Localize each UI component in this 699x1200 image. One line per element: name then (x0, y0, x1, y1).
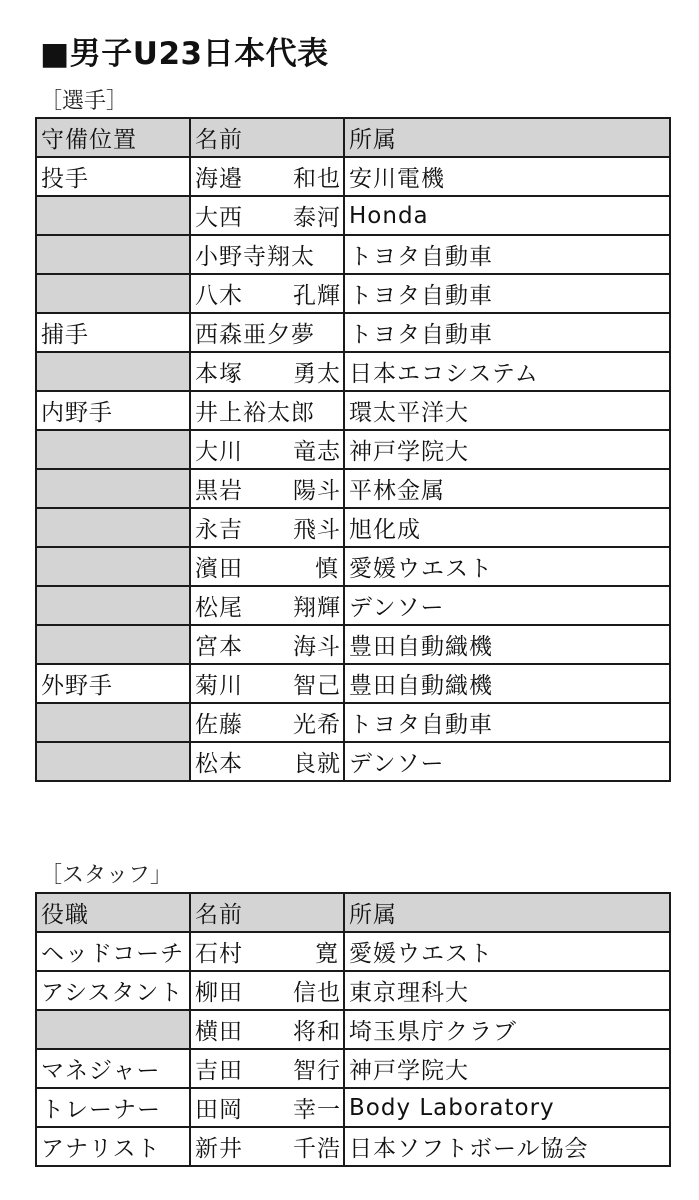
team-cell: 東京理科大 (344, 971, 670, 1010)
position-cell: アシスタント (36, 971, 190, 1010)
given-name: 陽斗 (293, 478, 341, 504)
given-name: 飛斗 (293, 517, 341, 543)
surname: 本塚 (195, 361, 243, 387)
players-body (36, 157, 670, 781)
table-row (36, 313, 670, 352)
name-cell (190, 196, 344, 235)
players-section-label: ［選手］ (40, 89, 129, 114)
surname: 柳田 (195, 980, 243, 1006)
person-name (195, 706, 341, 739)
name-cell (190, 157, 344, 196)
position-cell: 外野手 (36, 664, 190, 703)
team-cell: 豊田自動織機 (344, 664, 670, 703)
page-title: ■男子U23日本代表 (40, 36, 329, 72)
staff-table (35, 892, 671, 1167)
name-cell (190, 742, 344, 781)
position-cell: アナリスト (36, 1127, 190, 1166)
position-cell (36, 586, 190, 625)
person-name (195, 511, 341, 544)
position-cell (36, 196, 190, 235)
name-cell (190, 1010, 344, 1049)
person-name (195, 277, 341, 310)
team-cell: 安川電機 (344, 157, 670, 196)
given-name: 千浩 (293, 1136, 341, 1162)
name-cell (190, 703, 344, 742)
team-cell: トヨタ自動車 (344, 235, 670, 274)
position-cell (36, 430, 190, 469)
person-name (195, 472, 341, 505)
name-cell (190, 625, 344, 664)
surname: 石村 (195, 941, 243, 967)
team-cell: 環太平洋大 (344, 391, 670, 430)
name-cell (190, 274, 344, 313)
surname: 井上裕太郎 (195, 400, 315, 426)
table-row (36, 391, 670, 430)
person-name (195, 160, 341, 193)
team-cell: 平林金属 (344, 469, 670, 508)
table-row (36, 352, 670, 391)
person-name (195, 628, 341, 661)
header-team: 所属 (344, 893, 670, 932)
name-cell (190, 664, 344, 703)
name-cell (190, 932, 344, 971)
given-name: 海斗 (293, 634, 341, 660)
name-cell (190, 1088, 344, 1127)
position-cell: 投手 (36, 157, 190, 196)
name-cell (190, 235, 344, 274)
surname: 黒岩 (195, 478, 243, 504)
table-row (36, 664, 670, 703)
name-cell (190, 508, 344, 547)
position-cell: マネジャー (36, 1049, 190, 1088)
person-name (195, 745, 341, 778)
surname: 大西 (195, 205, 243, 231)
person-name (195, 433, 341, 466)
header-position: 守備位置 (36, 118, 190, 157)
given-name: 竜志 (293, 439, 341, 465)
person-name (195, 1091, 341, 1124)
name-cell (190, 1127, 344, 1166)
players-table (35, 117, 671, 782)
position-cell (36, 469, 190, 508)
name-cell (190, 430, 344, 469)
team-cell: 埼玉県庁クラブ (344, 1010, 670, 1049)
team-cell: デンソー (344, 586, 670, 625)
position-cell (36, 235, 190, 274)
header-role: 役職 (36, 893, 190, 932)
person-name (195, 199, 341, 232)
position-cell (36, 508, 190, 547)
position-cell: ヘッドコーチ (36, 932, 190, 971)
team-cell: Honda (344, 196, 670, 235)
table-row (36, 703, 670, 742)
table-row (36, 586, 670, 625)
staff-body (36, 932, 670, 1166)
team-cell: 神戸学院大 (344, 430, 670, 469)
surname: 小野寺翔太 (195, 244, 315, 270)
position-cell: 捕手 (36, 313, 190, 352)
staff-header-row (36, 893, 670, 932)
team-cell: 旭化成 (344, 508, 670, 547)
surname: 濱田 (195, 556, 243, 582)
person-name (195, 1130, 341, 1163)
players-header-row (36, 118, 670, 157)
table-row (36, 1010, 670, 1049)
name-cell (190, 971, 344, 1010)
surname: 吉田 (195, 1058, 243, 1084)
position-cell (36, 742, 190, 781)
person-name (195, 1013, 341, 1046)
team-cell: トヨタ自動車 (344, 313, 670, 352)
position-cell (36, 625, 190, 664)
team-cell: デンソー (344, 742, 670, 781)
table-row (36, 235, 670, 274)
given-name: 智行 (293, 1058, 341, 1084)
table-row (36, 469, 670, 508)
person-name (195, 935, 339, 968)
given-name: 寛 (315, 941, 339, 967)
name-cell (190, 547, 344, 586)
table-row (36, 430, 670, 469)
given-name: 慎 (315, 556, 339, 582)
given-name: 泰河 (293, 205, 341, 231)
given-name: 信也 (293, 980, 341, 1006)
table-row (36, 971, 670, 1010)
table-row (36, 742, 670, 781)
table-row (36, 508, 670, 547)
surname: 新井 (195, 1136, 243, 1162)
given-name: 光希 (293, 712, 341, 738)
name-cell (190, 1049, 344, 1088)
team-cell: 日本ソフトボール協会 (344, 1127, 670, 1166)
surname: 佐藤 (195, 712, 243, 738)
surname: 西森亜夕夢 (195, 322, 315, 348)
person-name (195, 355, 341, 388)
header-name: 名前 (190, 893, 344, 932)
surname: 八木 (195, 283, 243, 309)
position-cell (36, 352, 190, 391)
surname: 大川 (195, 439, 243, 465)
given-name: 将和 (293, 1019, 341, 1045)
name-cell (190, 391, 344, 430)
person-name (195, 316, 315, 349)
table-row (36, 1088, 670, 1127)
table-row (36, 1127, 670, 1166)
team-cell: Body Laboratory (344, 1088, 670, 1127)
person-name (195, 667, 341, 700)
table-row (36, 625, 670, 664)
position-cell (36, 274, 190, 313)
person-name (195, 550, 339, 583)
header-team: 所属 (344, 118, 670, 157)
team-cell: 日本エコシステム (344, 352, 670, 391)
position-cell: 内野手 (36, 391, 190, 430)
team-cell: 愛媛ウエスト (344, 932, 670, 971)
person-name (195, 974, 341, 1007)
team-cell: 愛媛ウエスト (344, 547, 670, 586)
person-name (195, 589, 341, 622)
name-cell (190, 586, 344, 625)
table-row (36, 274, 670, 313)
given-name: 幸一 (293, 1097, 341, 1123)
staff-section-label: ［スタッフ」 (40, 863, 173, 888)
team-cell: トヨタ自動車 (344, 274, 670, 313)
position-cell: トレーナー (36, 1088, 190, 1127)
team-cell: 豊田自動織機 (344, 625, 670, 664)
header-name: 名前 (190, 118, 344, 157)
surname: 松本 (195, 751, 243, 777)
surname: 松尾 (195, 595, 243, 621)
given-name: 良就 (293, 751, 341, 777)
position-cell (36, 703, 190, 742)
position-cell (36, 547, 190, 586)
person-name (195, 1052, 341, 1085)
given-name: 智己 (293, 673, 341, 699)
team-cell: 神戸学院大 (344, 1049, 670, 1088)
table-row (36, 1049, 670, 1088)
surname: 菊川 (195, 673, 243, 699)
surname: 横田 (195, 1019, 243, 1045)
given-name: 孔輝 (293, 283, 341, 309)
surname: 田岡 (195, 1097, 243, 1123)
table-row (36, 196, 670, 235)
name-cell (190, 313, 344, 352)
name-cell (190, 352, 344, 391)
person-name (195, 238, 315, 271)
surname: 永吉 (195, 517, 243, 543)
person-name (195, 394, 315, 427)
given-name: 和也 (293, 166, 341, 192)
name-cell (190, 469, 344, 508)
table-row (36, 157, 670, 196)
surname: 海邉 (195, 166, 243, 192)
table-row (36, 932, 670, 971)
given-name: 勇太 (293, 361, 341, 387)
position-cell (36, 1010, 190, 1049)
given-name: 翔輝 (293, 595, 341, 621)
team-cell: トヨタ自動車 (344, 703, 670, 742)
table-row (36, 547, 670, 586)
surname: 宮本 (195, 634, 243, 660)
